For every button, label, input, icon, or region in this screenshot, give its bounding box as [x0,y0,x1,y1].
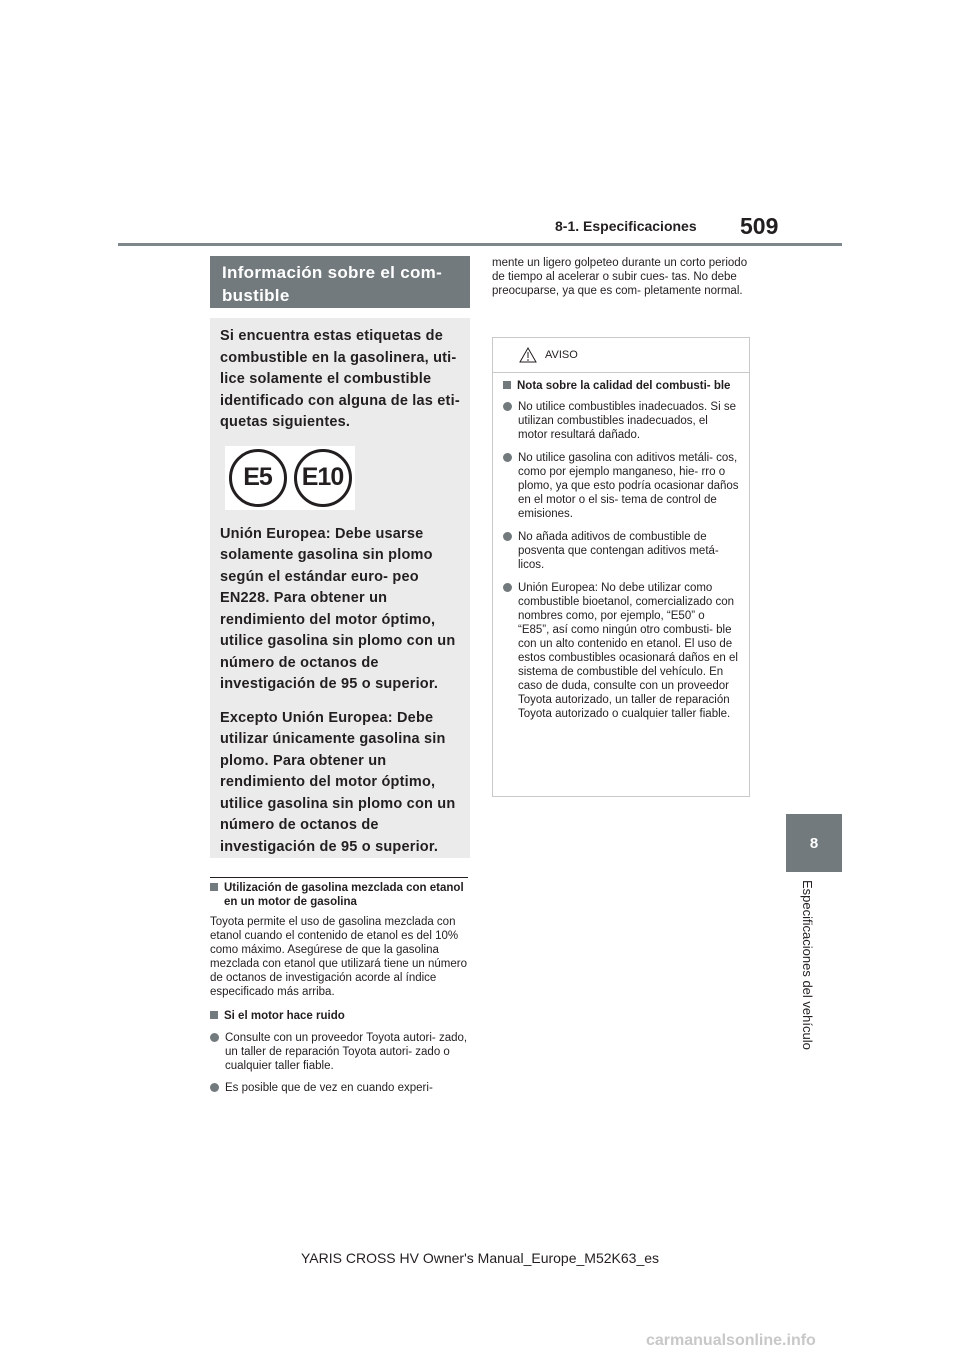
warning-heading-text: Nota sobre la calidad del combusti- ble [517,380,731,392]
square-bullet-icon [503,381,511,389]
list-item-text: No utilice combustibles inadecuados. Si se utilizan combustibles inadecuados, el motor resultará dañado. [518,401,736,441]
list-item [210,1081,468,1095]
noise-heading-text: Si el motor hace ruido [224,1010,345,1022]
list-item [503,581,739,721]
list-item [210,1031,468,1073]
circle-bullet-icon [503,532,512,541]
fuel-info-box [210,318,470,858]
e5-label-icon: E5 [229,449,287,507]
circle-bullet-icon [503,583,512,592]
chapter-tab[interactable]: 8 [786,814,842,872]
square-bullet-icon [210,1011,218,1019]
warning-title: AVISO [545,349,578,361]
circle-bullet-icon [503,453,512,462]
square-bullet-icon [210,883,218,891]
page-number: 509 [740,213,779,239]
chapter-title-vertical: Especificaciones del vehículo [800,880,815,1050]
page-footer: YARIS CROSS HV Owner's Manual_Europe_M52K63_es [300,1250,660,1266]
ethanol-heading [210,881,468,909]
ethanol-text: Toyota permite el uso de gasolina mezclada con etanol cuando el contenido de etanol es del 10% como máximo. Asegúrese de que la gasolina mezclada con etanol que utilizará tiene un número de octanos de investigación acorde al índice especificado más arriba. [210,916,467,998]
list-item-text: Unión Europea: No debe utilizar como combustible bioetanol, comercializado con nombres como, por ejemplo, “E50” o “E85”, así como ningún otro combusti- ble con un alto contenido en etanol. El uso de estos combustibles ocasionará daños en el sistema de combustible del vehículo. En caso de duda, consulte con un proveedor Toyota autorizado, un taller de reparación Toyota autorizado o cualquier taller fiable. [518,582,738,720]
list-item-text: Consulte con un proveedor Toyota autori- zado, un taller de reparación Toyota autori- zado o cualquier taller fiable. [225,1032,468,1072]
list-item [503,451,739,521]
info-heading: Información sobre el com- bustible [210,256,470,308]
noise-heading [210,1009,468,1023]
non-eu-requirement: Excepto Unión Europea: Debe utilizar únicamente gasolina sin plomo. Para obtener un rendimiento del motor óptimo, utilice gasolina sin plomo con un número de octanos de investigación de 95 o superior. [220,709,456,855]
warning-rule [493,372,749,373]
list-item [503,400,739,442]
list-item [503,530,739,572]
left-column-notes [210,877,468,1103]
fuel-labels-image [225,446,355,510]
list-item-text: No utilice gasolina con aditivos metáli- cos, como por ejemplo manganeso, hie- rro o plomo, ya que esto podría ocasionar daños en el motor o el sis- tema de control de emisiones. [518,452,739,520]
list-item-text: Es posible que de vez en cuando experi- [225,1082,433,1094]
continuation-text: mente un ligero golpeteo durante un corto periodo de tiempo al acelerar o subir cues- tas. No debe preocuparse, ya que es com- pletamente normal. [492,257,748,297]
list-item-text: No añada aditivos de combustible de posventa que contengan aditivos metá- licos. [518,531,719,571]
warning-box [492,337,750,797]
fuel-intro: Si encuentra estas etiquetas de combustible en la gasolinera, uti- lice solamente el combustible identificado con alguna de las eti- quetas siguientes. [220,328,460,430]
circle-bullet-icon [210,1033,219,1042]
eu-requirement: Unión Europea: Debe usarse solamente gasolina sin plomo según el estándar euro- peo EN228. Para obtener un rendimiento del motor óptimo, utilice gasolina sin plomo con un número de octanos de investigación de 95 o superior. [220,525,456,692]
ethanol-heading-text: Utilización de gasolina mezclada con etanol en un motor de gasolina [224,882,464,908]
circle-bullet-icon [210,1083,219,1092]
e10-label-icon: E10 [294,449,352,507]
circle-bullet-icon [503,402,512,411]
subsection-rule [210,877,468,878]
watermark[interactable]: carmanualsonline.info [646,1332,816,1349]
section-title: 8-1. Especificaciones [555,218,697,234]
warning-triangle-icon [519,347,537,363]
warning-title-row [519,338,739,372]
warning-heading [503,379,739,393]
header-rule [118,243,842,246]
